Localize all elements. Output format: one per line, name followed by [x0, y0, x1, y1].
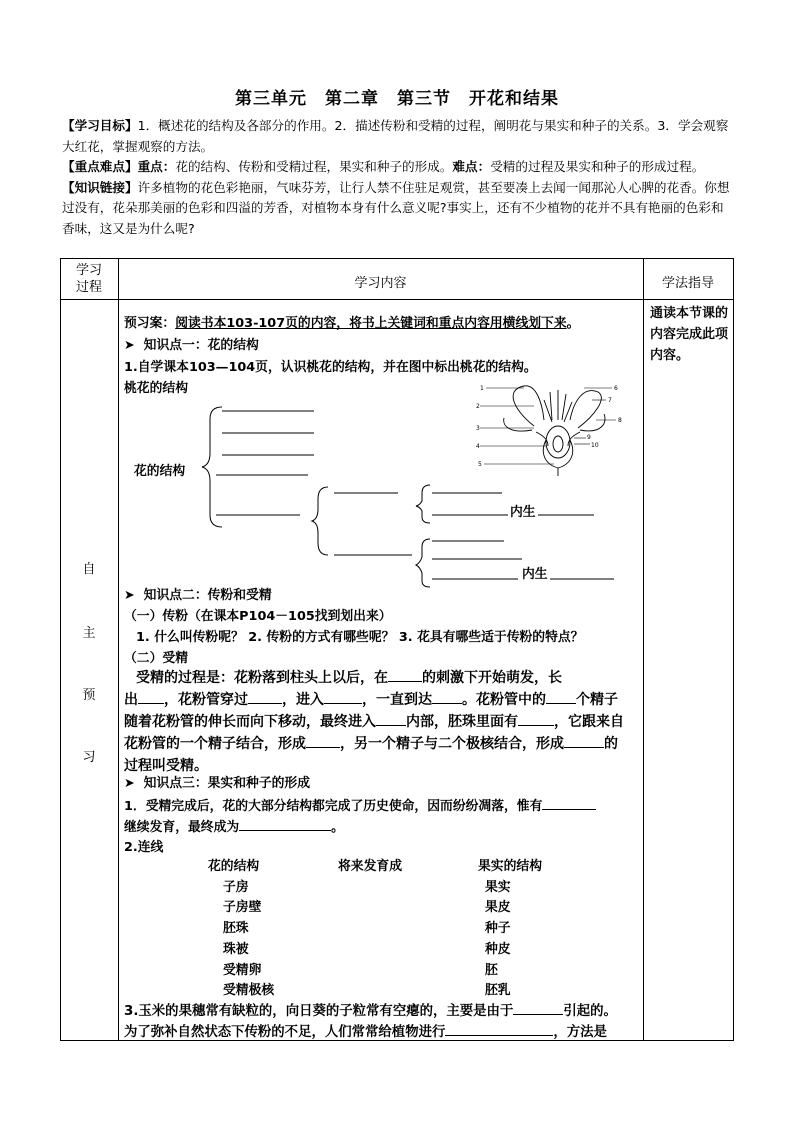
- diagram-label-6: 6: [614, 385, 618, 392]
- k1-title: [124, 334, 259, 353]
- brace-mid: [312, 487, 328, 555]
- match-header-mid: 将来发育成: [338, 859, 402, 874]
- blank[interactable]: [138, 691, 164, 704]
- blank[interactable]: [324, 691, 362, 704]
- blank[interactable]: [388, 669, 422, 682]
- preview-text: 阅读书本103-107页的内容，将书上关键词和重点内容用横线划下来: [175, 316, 567, 331]
- table-border-left: [60, 258, 61, 1041]
- blank[interactable]: [432, 691, 462, 704]
- brace-small-1: [416, 485, 430, 523]
- fert-text: 出: [124, 692, 138, 708]
- k1-q1: 1.自学课本103—104页，认识桃花的结构，并在图中标出桃花的结构。: [124, 360, 537, 375]
- k2-questions: 1. 什么叫传粉呢？ 2. 传粉的方式有哪些呢？ 3. 花具有哪些适于传粉的特点？: [136, 630, 584, 645]
- table-col-divider-1: [118, 258, 119, 1041]
- preview-line: [124, 312, 579, 331]
- fert-text: ，它跟来自: [554, 714, 624, 730]
- diagram-label-4: 4: [476, 443, 480, 450]
- k2-title: [124, 584, 272, 603]
- k3-q1c: 。: [331, 820, 344, 835]
- stage-char-3: 预: [82, 688, 96, 703]
- blank[interactable]: [513, 1002, 563, 1015]
- table-col-divider-2: [643, 258, 644, 1041]
- diagram-label-8: 8: [618, 417, 622, 424]
- blank[interactable]: [306, 735, 340, 748]
- fert-text: 受精的过程是：花粉落到柱头上以后，在: [136, 670, 388, 686]
- fert-text: ，一直到达: [362, 692, 432, 708]
- k3-q4a: 为了弥补自然状态下传粉的不足，人们常常给植物进行: [124, 1025, 446, 1040]
- match-right-item[interactable]: 果皮: [485, 900, 511, 915]
- match-right-item[interactable]: 种皮: [485, 942, 511, 957]
- table-header-divider: [60, 299, 734, 300]
- arrow-icon: ➤: [124, 338, 144, 353]
- blank[interactable]: [239, 818, 331, 831]
- key-difficulty-label: 难点：: [452, 159, 491, 174]
- goal-text: 1．概述花的结构及各部分的作用。2．描述传粉和受精的过程，阐明花与果实和种子的关系。3．学会观察大红花，掌握观察的方法。: [62, 118, 729, 154]
- k3-q3b: 引起的。: [563, 1004, 617, 1019]
- k3-title-text: 知识点三：果实和种子的形成: [143, 776, 310, 791]
- diagram-label-10: 10: [591, 442, 599, 449]
- fert-text: 个精子: [576, 692, 618, 708]
- neisheng-label-2: 内生: [522, 567, 548, 582]
- diagram-label-1: 1: [480, 385, 484, 392]
- fert-text: 过程叫受精。: [124, 758, 208, 774]
- match-left-item[interactable]: 胚珠: [223, 921, 249, 936]
- k2-s2: （二）受精: [124, 651, 188, 666]
- fert-text: ，花粉管穿过: [164, 692, 248, 708]
- header-process-line2: 过程: [75, 280, 102, 295]
- match-right-item[interactable]: 果实: [485, 880, 511, 895]
- table-border-bottom: [60, 1040, 734, 1041]
- table-border-top: [60, 258, 734, 259]
- diagram-label-5: 5: [478, 461, 482, 468]
- brace-small-2: [416, 539, 430, 587]
- k3-q1-line1: [124, 795, 596, 814]
- diagram-label-3: 3: [476, 425, 480, 432]
- match-header-left: 花的结构: [208, 859, 260, 874]
- preview-end: 。: [566, 316, 580, 331]
- page-title: 第三单元 第二章 第三节 开花和结果: [235, 89, 559, 109]
- blank[interactable]: [445, 1023, 553, 1036]
- k3-q4: [124, 1021, 607, 1040]
- diagram-label-2: 2: [476, 403, 480, 410]
- brace-main: [202, 407, 222, 527]
- k1-sub: 桃花的结构: [124, 381, 188, 396]
- k2-title-text: 知识点二：传粉和受精: [143, 588, 272, 603]
- table-border-right: [733, 258, 734, 1041]
- k3-q3a: 3.玉米的果穗常有缺粒的，向日葵的子粒常有空瘪的，主要是由于: [124, 1004, 514, 1019]
- match-right-item[interactable]: 胚乳: [485, 983, 511, 998]
- fert-text: 。花粉管中的: [462, 692, 546, 708]
- blank[interactable]: [542, 797, 596, 810]
- diagram-label-9: 9: [587, 434, 591, 441]
- link-text: 许多植物的花色彩艳丽，气味芬芳，让行人禁不住驻足观赏，甚至要凑上去闻一闻那沁人心脾的花香。你想过没有，花朵那美丽的色彩和四溢的芳香，对植物本身有什么意义呢?事实上，还有不少植物的花并不具有艳丽的色彩和香味，这又是为什么呢?: [62, 179, 730, 236]
- key-label: 【重点难点】: [62, 159, 138, 174]
- k3-q1a: 1．受精完成后，花的大部分结构都完成了历史使命，因而纷纷凋落，惟有: [124, 799, 543, 814]
- match-right-item[interactable]: 胚: [485, 963, 498, 978]
- fert-text: 内部，胚珠里面有: [406, 714, 518, 730]
- fert-text: ，进入: [282, 692, 324, 708]
- blank[interactable]: [248, 691, 282, 704]
- fert-text: 花粉管的一个精子结合，形成: [124, 736, 306, 752]
- key-difficulty-text: 受精的过程及果实和种子的形成过程。: [490, 159, 705, 174]
- match-left-item[interactable]: 受精卵: [223, 963, 262, 978]
- header-content: 学习内容: [354, 276, 407, 291]
- blank[interactable]: [518, 713, 554, 726]
- k3-q1-line2: [124, 816, 344, 835]
- fert-text: 的: [604, 736, 618, 752]
- blank[interactable]: [376, 713, 406, 726]
- k3-title: [124, 772, 310, 791]
- diagram-label-7: 7: [608, 397, 612, 404]
- blank[interactable]: [546, 691, 576, 704]
- stage-char-4: 习: [82, 750, 96, 765]
- fert-text: ，另一个精子与二个极核结合，形成: [340, 736, 564, 752]
- match-left-item[interactable]: 子房壁: [223, 900, 262, 915]
- match-right-item[interactable]: 种子: [485, 921, 511, 936]
- k3-q2: 2.连线: [124, 840, 164, 855]
- key-focus-text: 花的结构、传粉和受精过程，果实和种子的形成。: [175, 159, 453, 174]
- guide-text: 通读本节课的内容完成此项内容。: [650, 306, 729, 363]
- stage-char-1: 自: [82, 562, 96, 577]
- neisheng-label-1: 内生: [510, 505, 536, 520]
- match-header-right: 果实的结构: [478, 859, 542, 874]
- fertilization-paragraph: [124, 667, 624, 777]
- k1-title-text: 知识点一：花的结构: [143, 338, 259, 353]
- header-guide: 学法指导: [661, 276, 714, 291]
- match-left-item[interactable]: 珠被: [223, 942, 249, 957]
- goal-label: 【学习目标】: [62, 118, 138, 133]
- key-focus-label: 重点：: [137, 159, 176, 174]
- fert-text: 随着花粉管的伸长而向下移动，最终进入: [124, 714, 376, 730]
- flower-struct-label: 花的结构: [134, 464, 186, 479]
- arrow-icon: ➤: [124, 776, 144, 791]
- match-left-item[interactable]: 受精极核: [223, 983, 275, 998]
- k2-s1: （一）传粉（在课本P104－105找到划出来）: [124, 609, 392, 624]
- header-process-line1: 学习: [75, 263, 102, 278]
- preview-label: 预习案：: [124, 316, 176, 331]
- header-process: [60, 262, 118, 296]
- blank[interactable]: [564, 735, 604, 748]
- arrow-icon: ➤: [124, 588, 144, 603]
- k3-q4b: ，方法是: [553, 1025, 607, 1040]
- k3-q1b: 继续发育，最终成为: [124, 820, 240, 835]
- petal-right: [570, 391, 601, 428]
- match-left-item[interactable]: 子房: [223, 880, 249, 895]
- k3-q3: [124, 1000, 617, 1019]
- fert-text: 的刺激下开始萌发，长: [422, 670, 562, 686]
- learning-goals: [62, 116, 734, 239]
- peach-flower-diagram: [474, 380, 634, 476]
- link-label: 【知识链接】: [62, 179, 138, 195]
- stage-char-2: 主: [82, 626, 96, 641]
